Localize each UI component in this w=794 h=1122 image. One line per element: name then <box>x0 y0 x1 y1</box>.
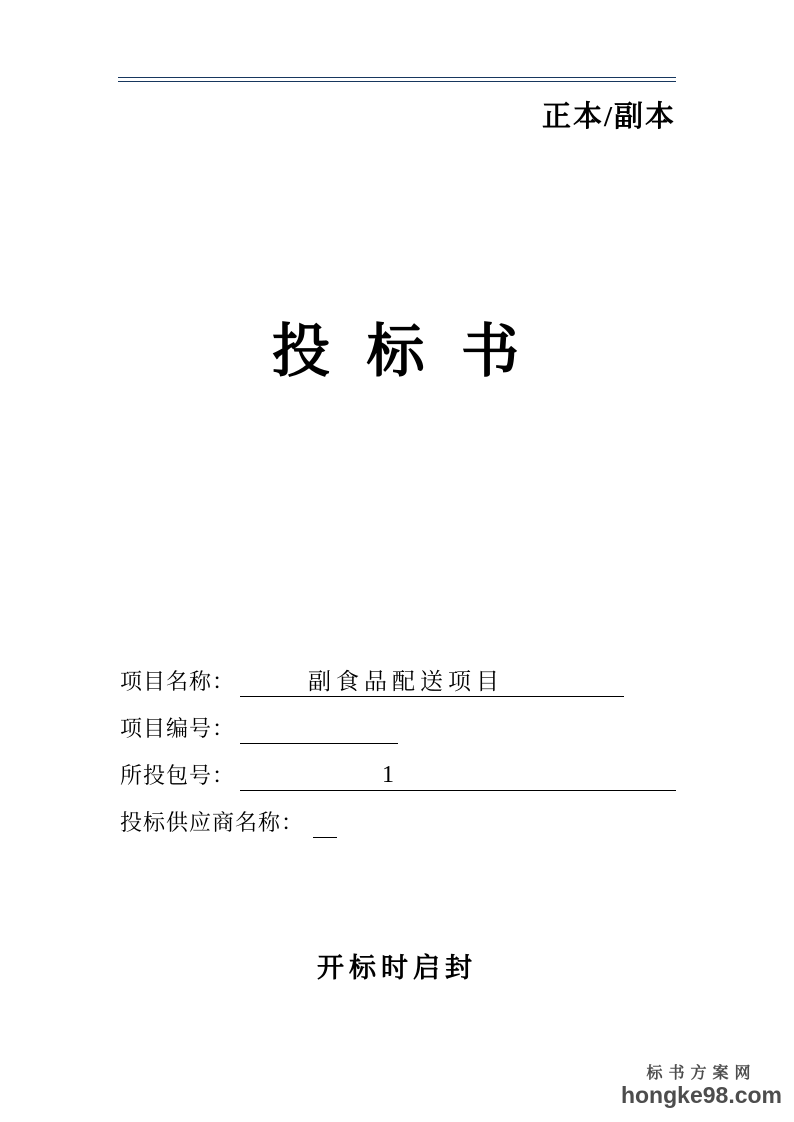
bid-info-form <box>120 650 676 838</box>
project-name-field[interactable] <box>240 666 624 697</box>
package-number-value: 1 <box>382 762 394 789</box>
project-number-field[interactable] <box>240 713 398 744</box>
form-row-project-number <box>120 697 676 744</box>
project-name-label: 项目名称： <box>120 669 236 694</box>
site-watermark <box>621 1065 782 1109</box>
form-row-supplier-name <box>120 791 676 838</box>
seal-note: 开标时启封 <box>317 953 477 983</box>
form-row-package-number <box>120 744 676 791</box>
package-number-label: 所投包号： <box>120 763 236 788</box>
supplier-name-field[interactable] <box>313 807 337 838</box>
supplier-name-label: 投标供应商名称： <box>120 810 305 835</box>
document-title: 投 标 书 <box>271 319 522 384</box>
form-row-project-name <box>120 650 676 697</box>
project-number-label: 项目编号： <box>120 716 236 741</box>
header-double-rule <box>118 77 676 82</box>
watermark-site-url: hongke98.com <box>620 1082 782 1109</box>
package-number-field[interactable] <box>240 760 676 791</box>
watermark-site-name: 标书方案网 <box>646 1065 757 1083</box>
project-name-value: 副食品配送项目 <box>308 669 505 695</box>
copy-type-label: 正本/副本 <box>541 101 676 133</box>
